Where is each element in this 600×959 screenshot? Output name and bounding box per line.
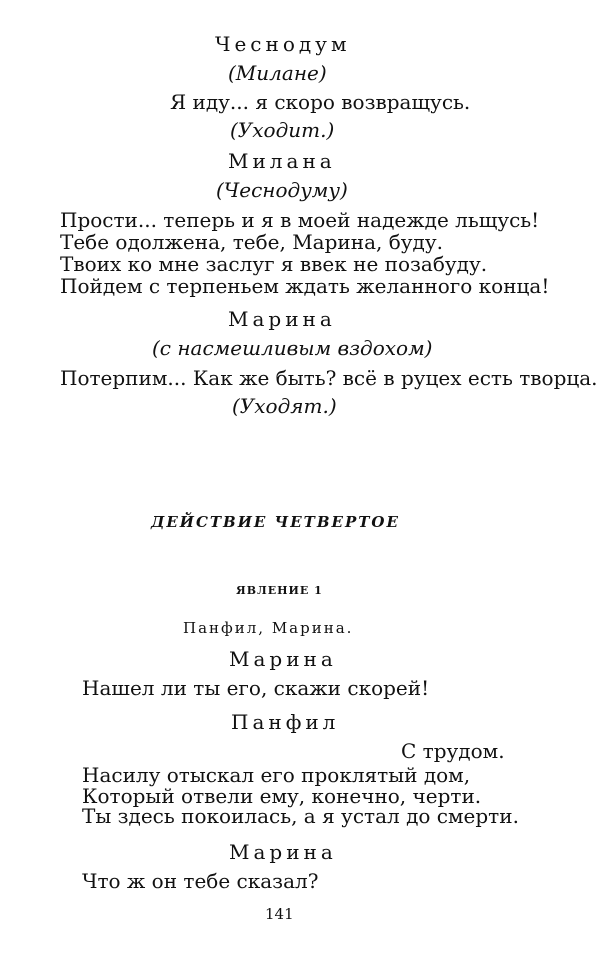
speaker-name: Марина xyxy=(228,307,336,331)
stage-direction: (с насмешливым вздохом) xyxy=(152,336,433,360)
stage-direction: (Уходят.) xyxy=(232,394,337,418)
cast-list: Панфил, Марина. xyxy=(183,619,354,637)
page-number: 141 xyxy=(265,905,294,923)
verse-line: С трудом. xyxy=(401,739,505,763)
scene-title: ЯВЛЕНИЕ 1 xyxy=(236,584,323,597)
speaker-name: Чеснодум xyxy=(215,32,351,56)
speaker-name: Панфил xyxy=(231,710,340,734)
verse-line: Я иду... я скоро возвращусь. xyxy=(170,90,471,114)
verse-line: Насилу отыскал его проклятый дом, xyxy=(82,763,471,787)
verse-line: Который отвели ему, конечно, черти. xyxy=(82,784,482,808)
verse-line: Нашел ли ты его, скажи скорей! xyxy=(82,676,430,700)
verse-line: Потерпим... Как же быть? всё в руцех есть творца. xyxy=(60,366,598,390)
stage-direction: (Милане) xyxy=(228,61,327,85)
verse-line: Тебе одолжена, тебе, Марина, буду. xyxy=(60,230,443,254)
speaker-name: Марина xyxy=(229,647,337,671)
verse-line: Прости... теперь и я в моей надежде льщусь! xyxy=(60,208,540,232)
verse-line: Что ж он тебе сказал? xyxy=(82,869,319,893)
stage-direction: (Уходит.) xyxy=(230,118,335,142)
verse-line: Ты здесь покоилась, а я устал до смерти. xyxy=(82,804,519,828)
verse-line: Пойдем с терпеньем ждать желанного конца! xyxy=(60,274,550,298)
speaker-name: Марина xyxy=(229,840,337,864)
verse-line: Твоих ко мне заслуг я ввек не позабуду. xyxy=(60,252,488,276)
speaker-name: Милана xyxy=(228,149,336,173)
stage-direction: (Чеснодуму) xyxy=(216,178,348,202)
act-title: ДЕЙСТВИЕ ЧЕТВЕРТОЕ xyxy=(151,513,400,531)
